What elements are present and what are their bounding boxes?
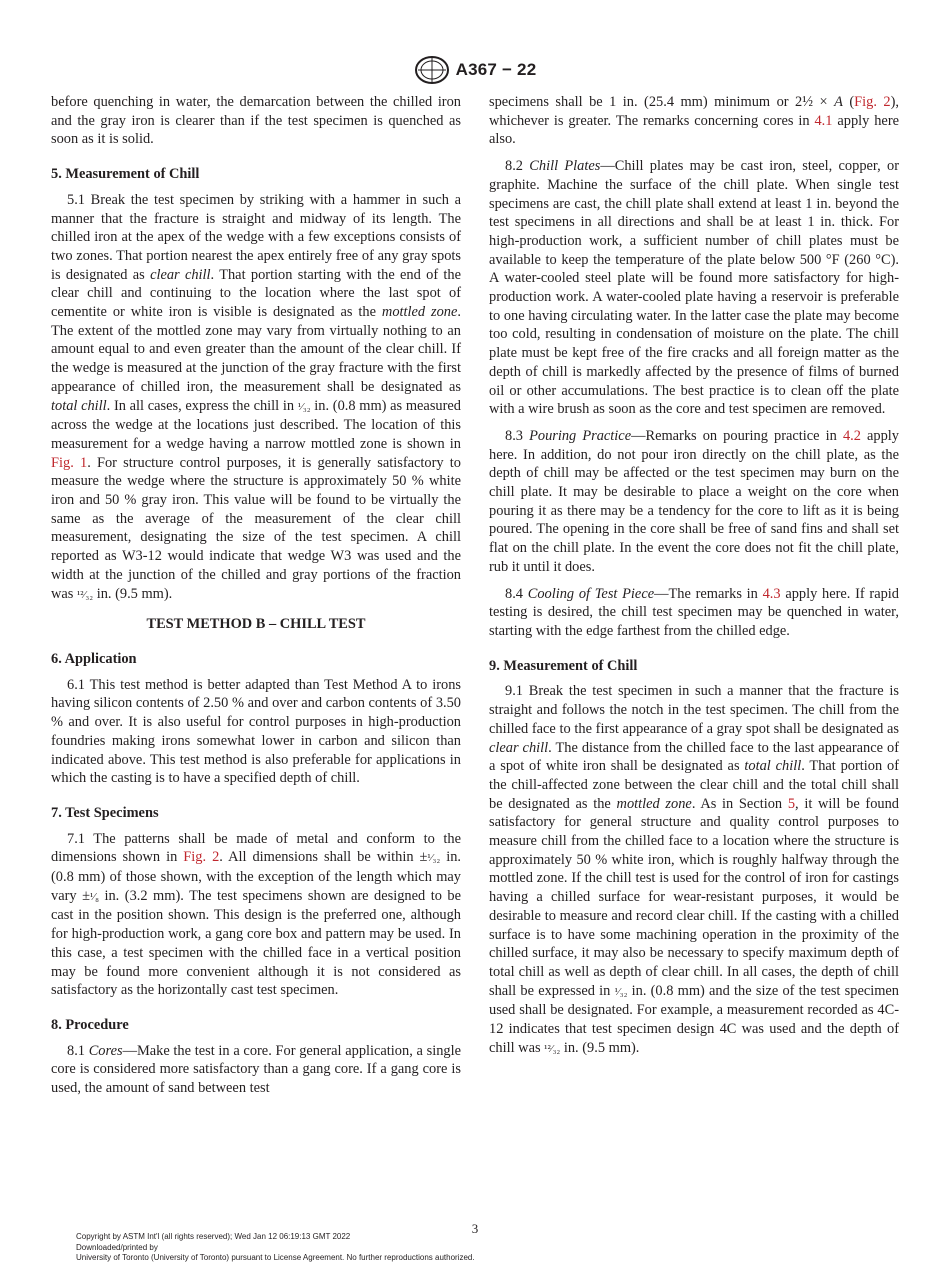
paragraph-7-1: 7.1 The patterns shall be made of metal and conform to the dimensions shown in Fig. 2. All dimensions shall be within ±¹⁄₃₂ in. (0.8 mm) of those shown, with the exception of the length which may vary ±¹⁄₈ in. (3.2 mm). The test specimens shown are designed to be cast in the position shown. This design is the preferred one, although for high-production work, a gang core box and pattern may be used. In this case, a test specimen with the chilled face in a vertical position may be found more convenient although it is not considered as satisfactory as the horizontally cast test specimen. (51, 830, 461, 999)
method-b-heading: TEST METHOD B – CHILL TEST (146, 616, 366, 633)
page-header (0, 55, 950, 85)
section-5-link[interactable]: 5 (787, 795, 796, 812)
paragraph-8-1-continued: specimens shall be 1 in. (25.4 mm) minimum or 2½ × A (Fig. 2), whichever is greater. The remarks concerning cores in 4.1 apply here also. (489, 94, 900, 148)
paragraph-6-1: 6.1 This test method is better adapted than Test Method A to irons having silicon contents of 2.50 % and over and carbon contents of 3.50 % and over. It is also useful for control purposes in high-production foundries making irons somewhat lower in carbon and silicon than indicated above. This test method is also preferable for applications in which the casting is to have a specified depth of chill. (51, 676, 461, 787)
right-column (489, 93, 899, 1058)
paragraph-5-1: 5.1 Break the test specimen by striking with a hammer in such a manner that the fracture is straight and midway of its length. The chilled iron at the apex of the wedge with a few exceptions consists of two zones. That portion nearest the apex entirely free of any gray spots is designated as clear chill. That portion starting with the end of the clear chill and continuing to the location where the last spot of cementite or white iron is visible is designated as the mottled zone. The extent of the mottled zone may vary from virtually nothing to an amount equal to and even greater than the amount of the clear chill. If the wedge is measured at the junction of the gray fracture with the first appearance of chilled iron, the measurement shall be designated as total chill. In all cases, express the chill in ¹⁄₃₂ in. (0.8 mm) as measured across the wedge at the locations just described. The location of this measurement for a wedge having a narrow mottled zone is shown in Fig. 1. For structure control purposes, it is generally satisfactory to measure the wedge where the structure is approximately 50 % white iron and 50 % gray iron. This value will be found to be virtually the same as the average of the measurement of the clear chill measurement, designating the size of the test specimen. A chill reported as W3-12 would indicate that wedge W3 was used and the width at the junction of the chilled and gray portions of the fraction was ¹²⁄₃₂ in. (9.5 mm). (51, 191, 462, 602)
fig-2-link[interactable]: Fig. 2 (854, 94, 891, 110)
paragraph-8-3: 8.3 Pouring Practice—Remarks on pouring practice in 4.2 apply here. In addition, do not pour iron directly on the chill plate, as the depth of chill may be affected or the test specimen may burn on the chill plate. It may be desirable to place a weight on the core when pouring it as there may be a tendency for the core to lift as it is being poured. The opening in the core shall be free of sand fins and shall set flat on the chill plate. In the event the core does not fit the chill plate, rub it until it does. (489, 427, 899, 575)
section-5-heading: 5. Measurement of Chill (51, 166, 200, 183)
section-6-heading: 6. Application (51, 650, 137, 667)
page-number: 3 (471, 1221, 479, 1236)
footer-line-license: University of Toronto (University of Toronto) pursuant to License Agreement. No further reproductions authorized. (76, 1253, 475, 1262)
paragraph-8-2: 8.2 Chill Plates—Chill plates may be cast iron, steel, copper, or graphite. Machine the surface of the chill plate. When single test specimens are cast, the chill plate shall extend at least 1 in. beyond the test specimens in all directions and shall be at least 1 in. thick. For high-production work, a sufficient number of chill plates must be available to keep the temperature of the plate below 500 °F (260 °C). A water-cooled steel plate will be found more satisfactory for high-production work. A water-cooled plate having a reservoir is preferable to one having circulating water. In the latter case the plate may become too cold, resulting in condensation of moisture on the plate. The chill plate must be kept free of the fire cracks and all foreign matter as the depth of chill is markedly affected by the presence of films of burned oil or other accumulations. The best practice is to clean off the plate with a wire brush as soon as the core and test specimen are removed. (489, 158, 899, 418)
section-4-1-link[interactable]: 4.1 (814, 112, 833, 129)
paragraph-9-1: 9.1 Break the test specimen in such a manner that the fracture is straight and follows the notch in the test specimen. The chill from the chilled face to the first appearance of a gray spot shall be designated as clear chill. The distance from the chilled face to the last appearance of a spot of white iron shall be designated as total chill. That portion of the chill-affected zone between the clear chill and the total chill shall be designated as the mottled zone. As in Section 5, it will be found satisfactory for general structure and quality control purposes to measure chill from the chilled face to a location where the structure is approximately 50 % white iron, which is roughly halfway through the mottled zone. If the chill test is used for the control of iron for castings having a chilled surface for wear-resistant purposes, it would be desirable to measure and record clear chill. If the casting with a chilled surface is to have some machining operation in the proximity of the chilled surface, it may also be necessary to specify maximum depth of total chill as well as depth of clear chill. In all cases, the depth of chill shall be expressed in ¹⁄₃₂ in. (0.8 mm) and the size of the test specimen used shall be designated. For example, a measurement recorded as 4C-12 indicates that test specimen design 4C was used and the depth of chill was ¹²⁄₃₂ in. (9.5 mm). (489, 683, 900, 1056)
footer-line-copyright: Copyright by ASTM Int'l (all rights reserved); Wed Jan 12 06:19:13 GMT 2022 (76, 1232, 351, 1241)
section-8-heading: 8. Procedure (51, 1016, 129, 1033)
left-column (51, 93, 461, 1098)
paragraph-8-4: 8.4 Cooling of Test Piece—The remarks in 4.3 apply here. If rapid testing is desired, the chill test specimen may be quenched in water, starting with the edge farthest from the chilled edge. (489, 585, 899, 639)
section-7-heading: 7. Test Specimens (51, 804, 159, 821)
document-designation: A367 − 22 (455, 60, 537, 79)
footer-line-downloaded: Downloaded/printed by (76, 1242, 158, 1252)
section-4-2-link[interactable]: 4.2 (842, 427, 861, 444)
section-4-3-link[interactable]: 4.3 (762, 585, 781, 602)
fig-1-link[interactable]: Fig. 1 (51, 454, 88, 471)
fig-2-link[interactable]: Fig. 2 (183, 849, 220, 866)
copyright-footer (76, 1232, 475, 1264)
paragraph-8-1: 8.1 Cores—Make the test in a core. For general application, a single core is considered more satisfactory than a gang core. If a gang core is used, the amount of sand between test (51, 1042, 461, 1097)
intro-paragraph: before quenching in water, the demarcation between the chilled iron and the gray iron is clearer than if the test specimen is quenched as soon as it is solid. (51, 94, 461, 148)
astm-logo-icon (414, 55, 450, 85)
section-9-heading: 9. Measurement of Chill (489, 657, 638, 674)
